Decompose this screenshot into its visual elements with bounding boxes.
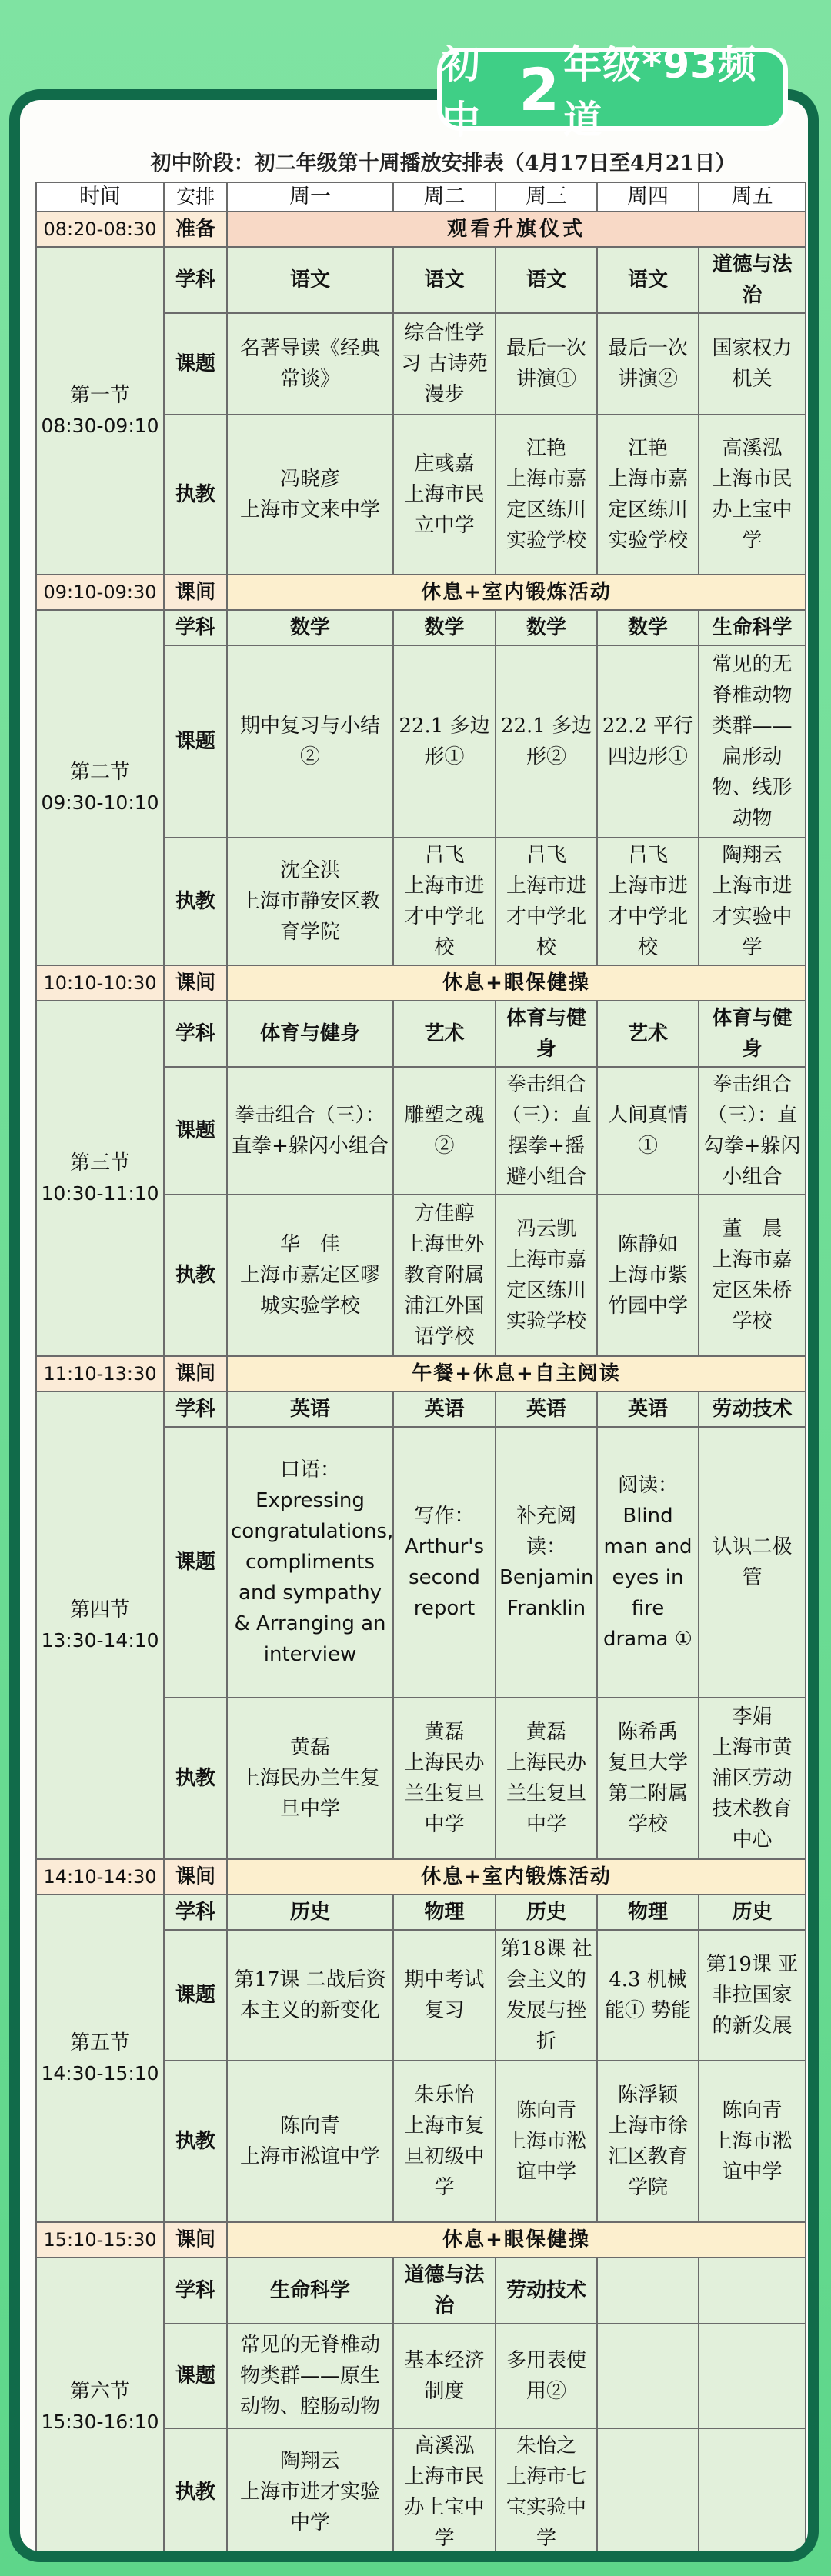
- topic-cell-mon: 期中复习与小结②: [227, 645, 393, 838]
- period-cell: [36, 610, 164, 965]
- break-label: 课间: [164, 1356, 227, 1391]
- break-label: 课间: [164, 1859, 227, 1895]
- teacher-cell-wed: 朱怡之 上海市七宝实验中学: [496, 2428, 597, 2556]
- teacher-cell-fri: 陶翔云 上海市进才实验中学: [699, 838, 806, 965]
- period-subject-row: [36, 1895, 806, 1930]
- topic-cell-tue: 写作： Arthur's second report: [393, 1427, 496, 1698]
- row-label-teacher: 执教: [164, 1195, 227, 1356]
- teacher-cell-tue: 黄磊 上海民办兰生复旦中学: [393, 1698, 496, 1859]
- teacher-cell-wed: 黄磊 上海民办兰生复旦中学: [496, 1698, 597, 1859]
- period-name: 第三节: [69, 1151, 130, 1175]
- subject-cell-tue: 英语: [393, 1391, 496, 1427]
- topic-cell-fri: 国家权力机关: [699, 313, 806, 415]
- prep-note: 观看升旗仪式: [227, 212, 806, 247]
- subject-cell-wed: 英语: [496, 1391, 597, 1427]
- subject-cell-tue: 数学: [393, 610, 496, 645]
- period-time: 10:30-11:10: [41, 1182, 159, 1205]
- subject-cell-fri: 道德与法治: [699, 247, 806, 313]
- topic-cell-fri: 认识二极管: [699, 1427, 806, 1698]
- teacher-cell-mon: 华 佳 上海市嘉定区嘐城实验学校: [227, 1195, 393, 1356]
- period-name: 第六节: [69, 2380, 130, 2403]
- subject-cell-thu: 艺术: [597, 1001, 699, 1067]
- teacher-cell-wed: 陈向青 上海市淞谊中学: [496, 2061, 597, 2222]
- row-label-subject: 学科: [164, 1895, 227, 1930]
- break-time: 09:10-09:30: [36, 575, 164, 610]
- topic-cell-fri: [699, 2324, 806, 2428]
- badge-grade: 2: [519, 55, 561, 124]
- topic-cell-fri: 第19课 亚非拉国家的新发展: [699, 1930, 806, 2061]
- topic-cell-thu: 最后一次讲演②: [597, 313, 699, 415]
- header-day-mon: 周一: [227, 182, 393, 212]
- row-label-topic: 课题: [164, 313, 227, 415]
- row-label-teacher: 执教: [164, 838, 227, 965]
- break-row: [36, 965, 806, 1001]
- topic-cell-wed: 第18课 社会主义的发展与挫折: [496, 1930, 597, 2061]
- period-subject-row: [36, 1391, 806, 1427]
- period-time: 14:30-15:10: [41, 2062, 159, 2084]
- row-label-subject: 学科: [164, 610, 227, 645]
- period-time: 15:30-16:10: [41, 2411, 159, 2433]
- subject-cell-mon: 历史: [227, 1895, 393, 1930]
- subject-cell-wed: 语文: [496, 247, 597, 313]
- teacher-cell-thu: 吕飞 上海市进才中学北校: [597, 838, 699, 965]
- header-day-thu: 周四: [597, 182, 699, 212]
- teacher-cell-thu: 陈静如 上海市紫竹园中学: [597, 1195, 699, 1356]
- badge-suffix: 年级*93频道: [563, 42, 757, 142]
- subject-cell-thu: 数学: [597, 610, 699, 645]
- page-title: 初中阶段：初二年级第十周播放安排表（4月17日至4月21日）: [150, 152, 736, 175]
- subject-cell-fri: 体育与健身: [699, 1001, 806, 1067]
- period-time: 08:30-09:10: [41, 415, 159, 437]
- break-row: [36, 1356, 806, 1391]
- header-day-fri: 周五: [699, 182, 806, 212]
- topic-cell-mon: 名著导读《经典常谈》: [227, 313, 393, 415]
- break-label: 课间: [164, 575, 227, 610]
- teacher-cell-mon: 沈全洪 上海市静安区教育学院: [227, 838, 393, 965]
- teacher-cell-wed: 冯云凯 上海市嘉定区练川实验学校: [496, 1195, 597, 1356]
- break-time: 14:10-14:30: [36, 1859, 164, 1895]
- break-note: 休息+室内锻炼活动: [227, 575, 806, 610]
- period-cell: [36, 2258, 164, 2556]
- subject-cell-tue: 物理: [393, 1895, 496, 1930]
- period-cell: [36, 1895, 164, 2222]
- row-label-teacher: 执教: [164, 2061, 227, 2222]
- period-time: 09:30-10:10: [41, 791, 159, 814]
- break-row: [36, 1859, 806, 1895]
- topic-cell-thu: [597, 2324, 699, 2428]
- teacher-cell-tue: 高溪泓 上海市民办上宝中学: [393, 2428, 496, 2556]
- subject-cell-thu: 语文: [597, 247, 699, 313]
- break-note: 休息+眼保健操: [227, 2222, 806, 2258]
- subject-cell-wed: 历史: [496, 1895, 597, 1930]
- period-name: 第四节: [69, 1598, 130, 1621]
- teacher-cell-fri: 高溪泓 上海市民办上宝中学: [699, 415, 806, 575]
- topic-cell-thu: 22.2 平行四边形①: [597, 645, 699, 838]
- subject-cell-mon: 生命科学: [227, 2258, 393, 2324]
- topic-cell-wed: 拳击组合（三）：直摆拳+摇避小组合: [496, 1067, 597, 1195]
- period-subject-row: [36, 610, 806, 645]
- topic-cell-tue: 基本经济制度: [393, 2324, 496, 2428]
- subject-cell-thu: 英语: [597, 1391, 699, 1427]
- channel-badge: [437, 42, 788, 142]
- row-label-teacher: 执教: [164, 415, 227, 575]
- topic-cell-wed: 多用表使用②: [496, 2324, 597, 2428]
- break-time: 10:10-10:30: [36, 965, 164, 1001]
- header-time: 时间: [36, 182, 164, 212]
- teacher-cell-mon: 黄磊 上海民办兰生复旦中学: [227, 1698, 393, 1859]
- row-label-subject: 学科: [164, 2258, 227, 2324]
- period-subject-row: [36, 247, 806, 313]
- prep-label: 准备: [164, 212, 227, 247]
- subject-cell-mon: 数学: [227, 610, 393, 645]
- period-cell: [36, 247, 164, 575]
- teacher-cell-mon: 陶翔云 上海市进才实验中学: [227, 2428, 393, 2556]
- row-label-topic: 课题: [164, 645, 227, 838]
- topic-cell-fri: 常见的无脊椎动物类群——扁形动物、线形动物: [699, 645, 806, 838]
- teacher-cell-thu: 陈浮颖 上海市徐汇区教育学院: [597, 2061, 699, 2222]
- teacher-cell-mon: 冯晓彦 上海市文来中学: [227, 415, 393, 575]
- header-day-wed: 周三: [496, 182, 597, 212]
- teacher-cell-wed: 吕飞 上海市进才中学北校: [496, 838, 597, 965]
- topic-cell-tue: 22.1 多边形①: [393, 645, 496, 838]
- topic-cell-fri: 拳击组合（三）：直勾拳+躲闪小组合: [699, 1067, 806, 1195]
- row-label-teacher: 执教: [164, 1698, 227, 1859]
- teacher-cell-tue: 吕飞 上海市进才中学北校: [393, 838, 496, 965]
- topic-cell-tue: 期中考试复习: [393, 1930, 496, 2061]
- teacher-cell-tue: 方佳醇 上海世外教育附属浦江外国语学校: [393, 1195, 496, 1356]
- subject-cell-tue: 道德与法治: [393, 2258, 496, 2324]
- period-subject-row: [36, 2258, 806, 2324]
- topic-cell-mon: 第17课 二战后资本主义的新变化: [227, 1930, 393, 2061]
- subject-cell-tue: 艺术: [393, 1001, 496, 1067]
- subject-cell-fri: 生命科学: [699, 610, 806, 645]
- period-name: 第一节: [69, 384, 130, 407]
- teacher-cell-fri: 陈向青 上海市淞谊中学: [699, 2061, 806, 2222]
- topic-cell-wed: 最后一次讲演①: [496, 313, 597, 415]
- subject-cell-mon: 体育与健身: [227, 1001, 393, 1067]
- topic-cell-thu: 人间真情①: [597, 1067, 699, 1195]
- subject-cell-wed: 劳动技术: [496, 2258, 597, 2324]
- period-subject-row: [36, 1001, 806, 1067]
- row-label-topic: 课题: [164, 2324, 227, 2428]
- break-time: 15:10-15:30: [36, 2222, 164, 2258]
- teacher-cell-tue: 庄彧嘉 上海市民立中学: [393, 415, 496, 575]
- prep-row: [36, 212, 806, 247]
- schedule-table: [35, 182, 806, 2557]
- prep-time: 08:20-08:30: [36, 212, 164, 247]
- period-time: 13:30-14:10: [41, 1629, 159, 1651]
- break-row: [36, 2222, 806, 2258]
- topic-cell-wed: 补充阅读： Benjamin Franklin: [496, 1427, 597, 1698]
- schedule-card: [9, 89, 819, 2562]
- topic-cell-tue: 雕塑之魂②: [393, 1067, 496, 1195]
- row-label-topic: 课题: [164, 1427, 227, 1698]
- topic-cell-mon: 常见的无脊椎动物类群——原生动物、腔肠动物: [227, 2324, 393, 2428]
- row-label-subject: 学科: [164, 1391, 227, 1427]
- period-name: 第五节: [69, 2031, 130, 2054]
- header-row: [36, 182, 806, 212]
- schedule-body: [36, 182, 806, 2556]
- topic-cell-wed: 22.1 多边形②: [496, 645, 597, 838]
- badge-prefix: 初中: [442, 42, 481, 142]
- row-label-topic: 课题: [164, 1930, 227, 2061]
- period-name: 第二节: [69, 761, 130, 784]
- row-label-subject: 学科: [164, 1001, 227, 1067]
- topic-cell-mon: 口语： Expressing congratulations, compliments and sympathy & Arranging an interview: [227, 1427, 393, 1698]
- subject-cell-fri: 历史: [699, 1895, 806, 1930]
- row-label-subject: 学科: [164, 247, 227, 313]
- topic-cell-thu: 4.3 机械能① 势能: [597, 1930, 699, 2061]
- subject-cell-wed: 数学: [496, 610, 597, 645]
- break-time: 11:10-13:30: [36, 1356, 164, 1391]
- break-label: 课间: [164, 965, 227, 1001]
- row-label-topic: 课题: [164, 1067, 227, 1195]
- teacher-cell-mon: 陈向青 上海市淞谊中学: [227, 2061, 393, 2222]
- break-note: 休息+眼保健操: [227, 965, 806, 1001]
- break-note: 休息+室内锻炼活动: [227, 1859, 806, 1895]
- subject-cell-thu: 物理: [597, 1895, 699, 1930]
- subject-cell-wed: 体育与健身: [496, 1001, 597, 1067]
- break-note: 午餐+休息+自主阅读: [227, 1356, 806, 1391]
- teacher-cell-fri: 李娟 上海市黄浦区劳动技术教育中心: [699, 1698, 806, 1859]
- teacher-cell-thu: 陈希禹 复旦大学第二附属学校: [597, 1698, 699, 1859]
- teacher-cell-thu: 江艳 上海市嘉定区练川实验学校: [597, 415, 699, 575]
- teacher-cell-fri: 董 晨 上海市嘉定区朱桥学校: [699, 1195, 806, 1356]
- teacher-cell-tue: 朱乐怡 上海市复旦初级中学: [393, 2061, 496, 2222]
- break-label: 课间: [164, 2222, 227, 2258]
- break-row: [36, 575, 806, 610]
- subject-cell-fri: 劳动技术: [699, 1391, 806, 1427]
- topic-cell-tue: 综合性学习 古诗苑漫步: [393, 313, 496, 415]
- period-cell: [36, 1001, 164, 1356]
- subject-cell-fri: [699, 2258, 806, 2324]
- subject-cell-mon: 语文: [227, 247, 393, 313]
- subject-cell-tue: 语文: [393, 247, 496, 313]
- subject-cell-mon: 英语: [227, 1391, 393, 1427]
- teacher-cell-fri: [699, 2428, 806, 2556]
- topic-cell-thu: 阅读： Blind man and eyes in fire drama ①: [597, 1427, 699, 1698]
- topic-cell-mon: 拳击组合（三）：直拳+躲闪小组合: [227, 1067, 393, 1195]
- teacher-cell-wed: 江艳 上海市嘉定区练川实验学校: [496, 415, 597, 575]
- header-day-tue: 周二: [393, 182, 496, 212]
- subject-cell-thu: [597, 2258, 699, 2324]
- period-cell: [36, 1391, 164, 1859]
- header-plan: 安排: [164, 182, 227, 212]
- teacher-cell-thu: [597, 2428, 699, 2556]
- row-label-teacher: 执教: [164, 2428, 227, 2556]
